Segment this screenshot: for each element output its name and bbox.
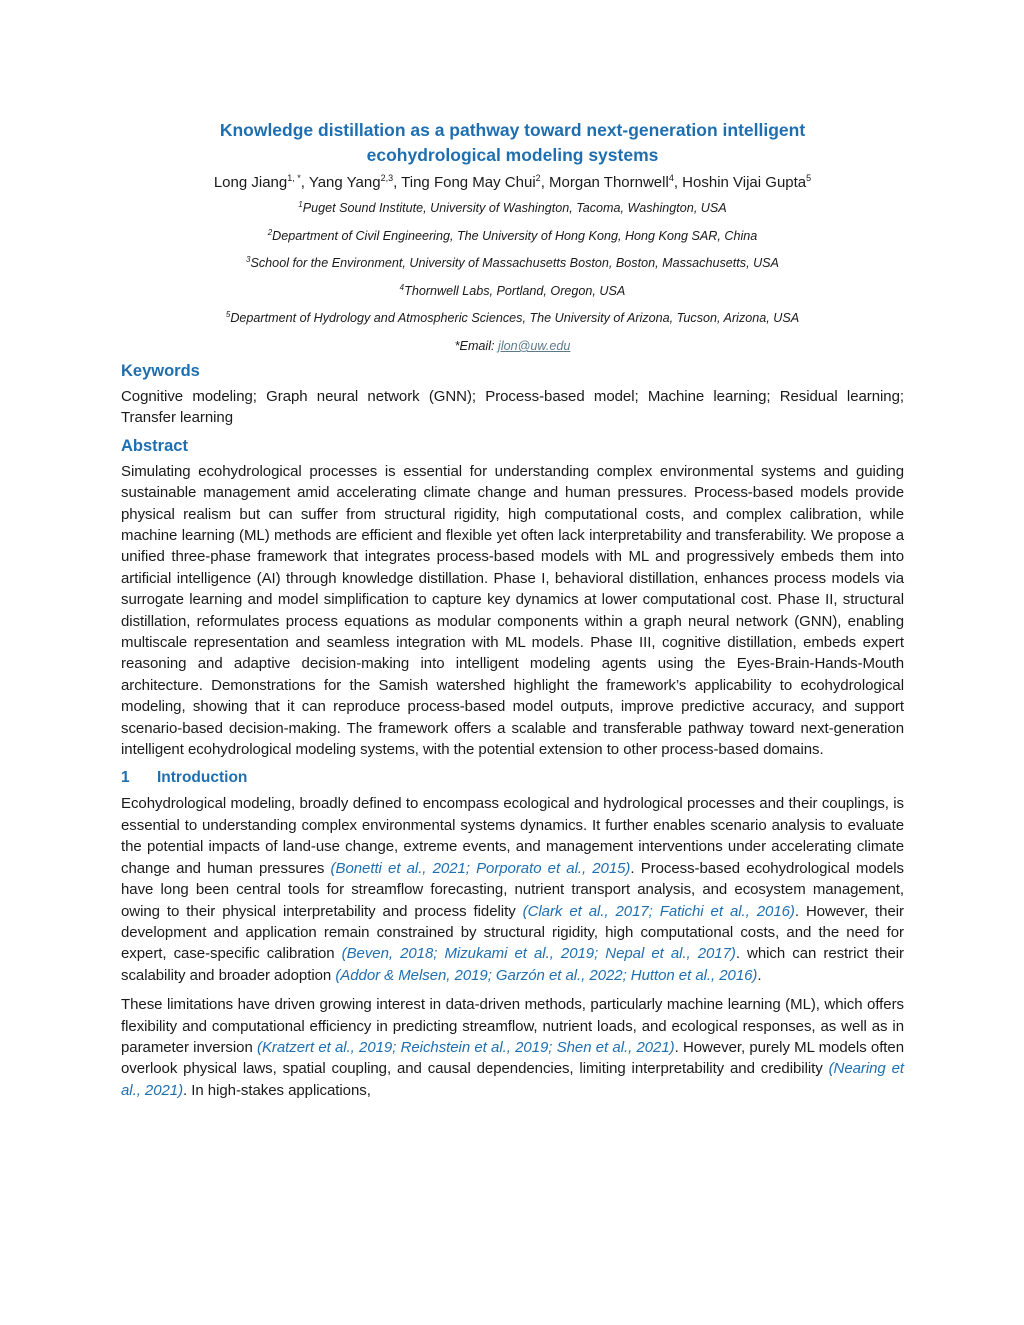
affiliation-list [121,200,904,326]
section-number: 1 [121,769,130,787]
introduction-paragraph-2 [121,994,904,1101]
author-name: Ting Fong May Chui [401,174,536,191]
affiliation [121,255,904,271]
author-affiliation-mark: 1, * [287,173,301,183]
affiliation-text: Department of Hydrology and Atmospheric Sciences, The University of Arizona, Tucson, Arizona, USA [230,311,800,326]
affiliation-number: 1 [298,200,303,209]
citation-link[interactable]: (Kratzert et al., 2019; Reichstein et al., 2019; Shen et al., 2021) [257,1038,675,1056]
keywords-heading: Keywords [121,361,200,380]
author-affiliation-mark: 2,3 [380,173,394,183]
affiliation-text: Department of Civil Engineering, The University of Hong Kong, Hong Kong SAR, China [272,228,758,243]
affiliation-number: 2 [267,227,273,237]
keywords-text: Cognitive modeling; Graph neural network (GNN); Process-based model; Machine learning; Residual learning; Transfer learning [121,387,904,427]
paper-title-line-2: ecohydrological modeling systems [366,145,659,165]
paragraph-text: . which can restrict their scalability and broader adoption [121,945,904,984]
author-name: Hoshin Vijai Gupta [682,174,807,191]
paper-page [121,118,904,1101]
affiliation-number: 3 [246,255,251,265]
paragraph-text: . In high-stakes applications, [183,1081,371,1099]
email-label: *Email: [454,338,499,353]
affiliation-text: Puget Sound Institute, University of Washington, Tacoma, Washington, USA [302,201,727,215]
citation-link[interactable]: (Clark et al., 2017; Fatichi et al., 2016) [522,902,795,920]
citation-link[interactable]: (Beven, 2018; Mizukami et al., 2019; Nepal et al., 2017) [341,945,736,963]
corresponding-email [121,338,904,354]
abstract-text: Simulating ecohydrological processes is essential for understanding complex environmental systems and guiding sustainable management amid accelerating climate change and human pressures. Process-based models provide physical realism but can suffer from structural rigidity, high computational costs, and complex calibration, while machine learning (ML) methods are efficient and flexible yet often lack interpretability and transferability. We propose a unified three-phase framework that integrates process-based models with ML and progressively embeds them into artificial intelligence (AI) through knowledge distillation. Phase I, behavioral distillation, enhances process models via surrogate learning and model simplification to capture key dynamics at lower computational cost. Phase II, structural distillation, reformulates process equations as modular components within a graph neural network (GNN), enabling multiscale representation and seamless integration with ML models. Phase III, cognitive distillation, embeds expert reasoning and adaptive decision-making into intelligent modeling agents using the Eyes-Brain-Hands-Mouth architecture. Demonstrations for the Samish watershed highlight the framework’s applicability to ecohydrological modeling, showing that it can reproduce process-based model outputs, improve predictive accuracy, and support scenario-based decision-making. The framework offers a scalable and transferable pathway toward next-generation intelligent ecohydrological modeling systems, with the potential extension to other process-based domains. [121,462,904,759]
section-title: Introduction [157,769,248,787]
paragraph-text: Ecohydrological modeling, broadly defined to encompass ecological and hydrological processes and their couplings, is essential to understanding complex environmental systems dynamics. It further enables scenario analysis to evaluate the potential impacts of land-use change, extreme events, and management interventions under accelerating climate change and human pressures [121,795,904,877]
affiliation-text: Thornwell Labs, Portland, Oregon, USA [404,283,626,298]
author-list [121,172,904,194]
author-separator: , [300,174,309,191]
paragraph-text: These limitations have driven growing interest in data-driven methods, particularly machine learning (ML), which offers flexibility and computational efficiency in predicting streamflow, nutrient loads, and ecological responses, as well as in parameter inversion [121,996,904,1056]
author-separator: , [540,174,550,191]
author-name: Yang Yang [308,174,381,191]
affiliation-number: 4 [399,282,405,292]
paper-title-line-1: Knowledge distillation as a pathway toward next-generation intelligent [219,120,806,140]
paragraph-text: . [757,966,762,984]
affiliation-number: 5 [225,310,231,320]
introduction-paragraph-1 [121,793,904,986]
author-name: Morgan Thornwell [549,174,669,191]
author-affiliation-mark: 4 [668,173,674,183]
introduction-heading [121,767,904,789]
affiliation-text: School for the Environment, University of Massachusetts Boston, Boston, Massachusetts, USA [250,256,779,271]
affiliation [121,283,904,299]
author-affiliation-mark: 5 [806,173,812,183]
email-link[interactable]: jlon@uw.edu [498,338,571,353]
abstract-heading: Abstract [121,436,188,455]
paper-title [121,118,904,168]
citation-link[interactable]: (Nearing et al., 2021) [121,1060,904,1099]
affiliation [121,310,904,326]
citation-link[interactable]: (Addor & Melsen, 2019; Garzón et al., 2022; Hutton et al., 2016) [335,966,758,984]
author-affiliation-mark: 2 [535,173,541,183]
citation-link[interactable]: (Bonetti et al., 2021; Porporato et al., 2015) [330,859,631,877]
author-separator: , [393,174,402,191]
author-name: Long Jiang [213,174,288,191]
paragraph-text: . Process-based ecohydrological models have long been central tools for streamflow forecasting, nutrient transport analysis, and ecosystem management, owing to their physical interpretability and process fidelity [121,859,904,920]
paragraph-text: . However, their development and application remain constrained by structural rigidity, high computational costs, and the need for expert, case-specific calibration [121,902,904,963]
author-separator: , [673,174,683,191]
affiliation [121,200,904,216]
paragraph-text: . However, purely ML models often overlook physical laws, spatial coupling, and causal dependencies, limiting interpretability and credibility [121,1038,905,1078]
affiliation [121,228,904,244]
